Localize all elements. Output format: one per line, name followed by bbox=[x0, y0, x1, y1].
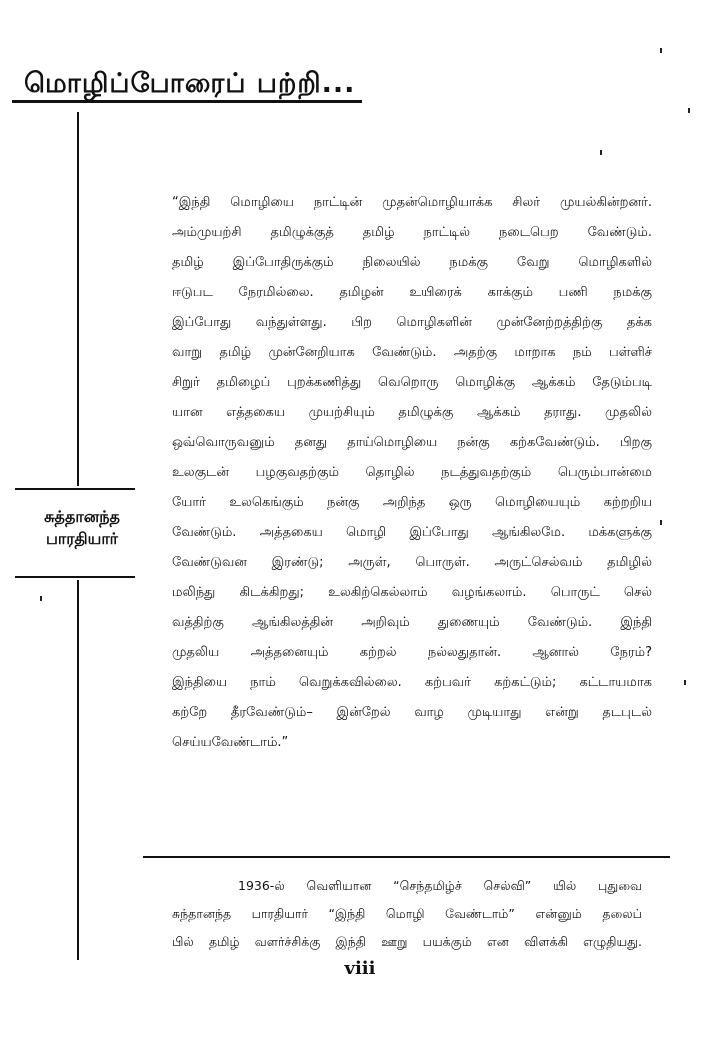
quote-line: சிறுர் தமிழைப் புறக்கணித்து வெறொரு மொழிக்கு ஆக்கம் தேடும்படி bbox=[172, 375, 652, 390]
footnote-rule bbox=[143, 856, 670, 858]
quote-line: ஒவ்வொருவனும் தனது தாய்மொழியை நன்கு கற்கவேண்டும். பிறகு bbox=[172, 435, 652, 450]
quote-line: இந்தியை நாம் வெறுக்கவில்லை. கற்பவர் கற்கட்டும்; கட்டாயமாக bbox=[172, 675, 652, 690]
footnote-line: 1936-ல் வெளியான “செந்தமிழ்ச் செல்வி” யில் புதுவை bbox=[238, 878, 642, 893]
scan-speck bbox=[684, 680, 686, 685]
page-number: viii bbox=[344, 958, 376, 979]
quote-line: ஈடுபட நேரமில்லை. தமிழன் உயிரைக் காக்கும் பணி நமக்கு bbox=[172, 285, 652, 300]
quote-line: அம்முயற்சி தமிழுக்குத் தமிழ் நாட்டில் நடைபெற வேண்டும். bbox=[172, 225, 652, 240]
footnote-line: சுந்தானந்த பாரதியார் “இந்தி மொழி வேண்டாம்” என்னும் தலைப் bbox=[172, 906, 642, 921]
scan-speck bbox=[40, 596, 42, 601]
author-box-bottom-rule bbox=[15, 576, 135, 578]
quote-line: யோர் உலகெங்கும் நன்கு அறிந்த ஒரு மொழியையும் கற்றறிய bbox=[172, 495, 652, 510]
scan-speck bbox=[660, 520, 662, 525]
quote-line: தமிழ் இப்போதிருக்கும் நிலையில் நமக்கு வேறு மொழிகளில் bbox=[172, 255, 652, 270]
quote-line: உலகுடன் பழகுவதற்கும் தொழில் நடத்துவதற்கும் பெரும்பான்மை bbox=[172, 465, 652, 480]
quote-line: வேண்டுவன இரண்டு; அருள், பொருள். அருட்செல்வம் தமிழில் bbox=[172, 555, 652, 570]
quote-line: மலிந்து கிடக்கிறது; உலகிற்கெல்லாம் வழங்கலாம். பொருட் செல் bbox=[172, 585, 652, 600]
quote-body bbox=[172, 188, 652, 758]
quote-line: வாறு தமிழ் முன்னேறியாக வேண்டும். அதற்கு மாறாக நம் பள்ளிச் bbox=[172, 345, 652, 360]
footnote-line: பில் தமிழ் வளர்ச்சிக்கு இந்தி ஊறு பயக்கும் என விளக்கி எழுதியது. bbox=[172, 934, 642, 949]
quote-line: “இந்தி மொழியை நாட்டின் முதன்மொழியாக்க சிலர் முயல்கின்றனர். bbox=[172, 195, 652, 210]
quote-line: செய்யவேண்டாம்.” bbox=[172, 735, 289, 750]
quote-line: இப்போது வந்துள்ளது. பிற மொழிகளின் முன்னேற்றத்திற்கு தக்க bbox=[172, 315, 652, 330]
scan-speck bbox=[688, 108, 690, 113]
quote-line: யான எத்தகைய முயற்சியும் தமிழுக்கு ஆக்கம் தராது. முதலில் bbox=[172, 405, 652, 420]
author-box-top-rule bbox=[15, 488, 135, 490]
scan-speck bbox=[600, 150, 602, 155]
author-name-line-2: பாரதியார் bbox=[45, 529, 119, 548]
scan-speck bbox=[660, 48, 662, 53]
footnote bbox=[172, 872, 642, 956]
title-underline bbox=[12, 100, 362, 103]
quote-line: கற்றே தீரவேண்டும்– இன்றேல் வாழ முடியாது என்று தடபுடல் bbox=[172, 705, 652, 720]
author-block bbox=[22, 506, 142, 550]
quote-line: வேண்டும். அத்தகைய மொழி இப்போது ஆங்கிலமே. மக்களுக்கு bbox=[172, 525, 652, 540]
quote-line: வத்திற்கு ஆங்கிலத்தின் அறிவும் துணையும் வேண்டும். இந்தி bbox=[172, 615, 652, 630]
left-vertical-rule-top bbox=[77, 112, 79, 486]
left-vertical-rule-bottom bbox=[77, 580, 79, 960]
quote-line: முதலிய அத்தனையும் கற்றல் நல்லதுதான். ஆனால் நேரம்? bbox=[172, 645, 652, 660]
page-title: மொழிப்போரைப் பற்றி... bbox=[24, 68, 356, 99]
author-name-line-1: சுத்தானந்த bbox=[44, 507, 120, 526]
